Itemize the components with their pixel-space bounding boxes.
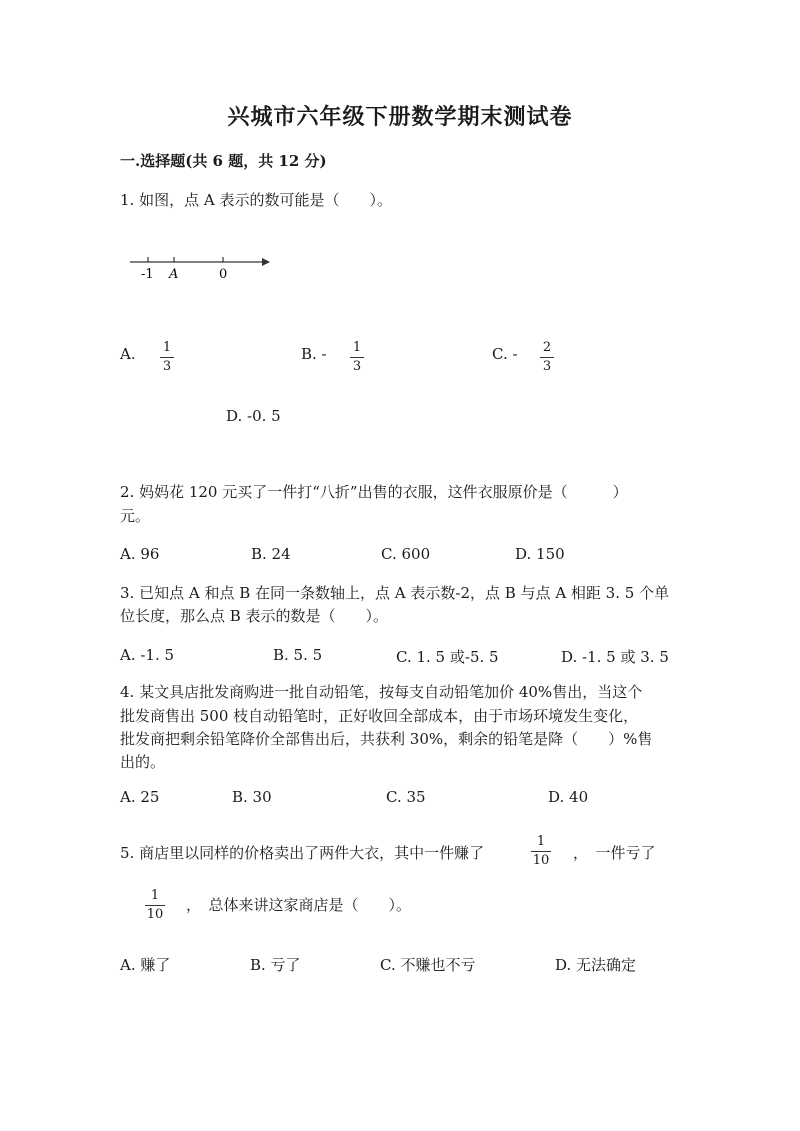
q2-option-b[interactable]: B. 24 [251, 545, 291, 563]
q5-option-a[interactable]: A. 赚了 [120, 956, 171, 974]
q5-option-c[interactable]: C. 不赚也不亏 [380, 956, 476, 974]
q3-option-c[interactable]: C. 1. 5 或-5. 5 [396, 648, 499, 666]
question-2-text-line2: 元。 [120, 507, 151, 525]
q1-option-a-label[interactable]: A. [120, 345, 136, 363]
q5-option-d[interactable]: D. 无法确定 [555, 956, 637, 974]
question-2-text-line1: 2. 妈妈花 120 元买了一件打“八折”出售的衣服，这件衣服原价是（ ） [120, 483, 628, 501]
question-5-text-part1: 5. 商店里以同样的价格卖出了两件大衣，其中一件赚了 [120, 844, 485, 862]
q5-fraction-loss [145, 889, 165, 922]
fraction-denominator: 10 [146, 907, 164, 922]
q4-option-a[interactable]: A. 25 [120, 788, 160, 806]
question-4-text-line2: 批发商售出 500 枝自动铅笔时，正好收回全部成本，由于市场环境发生变化， [120, 707, 639, 725]
q3-option-a[interactable]: A. -1. 5 [120, 646, 175, 664]
q1-option-c-fraction [540, 341, 554, 374]
q2-option-d[interactable]: D. 150 [515, 545, 565, 563]
question-1-text: 1. 如图，点 A 表示的数可能是（ ）。 [120, 191, 392, 209]
fraction-numerator: 2 [542, 340, 552, 355]
q5-fraction-gain [531, 835, 551, 868]
label-point-a: A [169, 267, 179, 282]
q2-option-a[interactable]: A. 96 [120, 545, 160, 563]
section-heading: 一.选择题(共 6 题，共 12 分) [120, 152, 327, 170]
number-line-figure [128, 252, 273, 286]
question-4-text-line1: 4. 某文具店批发商购进一批自动铅笔，按每支自动铅笔加价 40%售出，当这个 [120, 683, 643, 701]
question-4-text-line3: 批发商把剩余铅笔降价全部售出后，共获利 30%，剩余的铅笔是降（ ）%售 [120, 730, 653, 748]
label-zero: 0 [219, 267, 228, 282]
page-title: 兴城市六年级下册数学期末测试卷 [227, 104, 573, 130]
q1-option-b-fraction [350, 341, 364, 374]
fraction-denominator: 3 [352, 359, 362, 374]
fraction-denominator: 10 [532, 853, 550, 868]
question-4-text-line4: 出的。 [120, 753, 166, 771]
q4-option-c[interactable]: C. 35 [386, 788, 426, 806]
question-3-text-line1: 3. 已知点 A 和点 B 在同一条数轴上，点 A 表示数-2，点 B 与点 A 相距 3. 5 个单 [120, 584, 670, 602]
question-3-text-line2: 位长度，那么点 B 表示的数是（ ）。 [120, 607, 389, 625]
fraction-numerator: 1 [150, 888, 160, 903]
fraction-denominator: 3 [162, 359, 172, 374]
label-minus-one: -1 [141, 267, 154, 282]
fraction-numerator: 1 [536, 834, 546, 849]
fraction-numerator: 1 [162, 340, 172, 355]
q4-option-b[interactable]: B. 30 [232, 788, 272, 806]
fraction-denominator: 3 [542, 359, 552, 374]
q3-option-d[interactable]: D. -1. 5 或 3. 5 [561, 648, 669, 666]
q5-option-b[interactable]: B. 亏了 [250, 956, 301, 974]
question-5-text-part2: ， 一件亏了 [573, 844, 656, 862]
q1-option-c-label[interactable]: C. - [492, 345, 518, 363]
q3-option-b[interactable]: B. 5. 5 [273, 646, 323, 664]
q2-option-c[interactable]: C. 600 [381, 545, 431, 563]
q1-option-a-fraction [160, 341, 174, 374]
number-line-arrow [262, 258, 270, 266]
q1-option-d[interactable]: D. -0. 5 [226, 407, 281, 425]
q4-option-d[interactable]: D. 40 [548, 788, 589, 806]
question-5-text-part3: ， 总体来讲这家商店是（ ）。 [186, 896, 412, 914]
q1-option-b-label[interactable]: B. - [301, 345, 327, 363]
fraction-numerator: 1 [352, 340, 362, 355]
